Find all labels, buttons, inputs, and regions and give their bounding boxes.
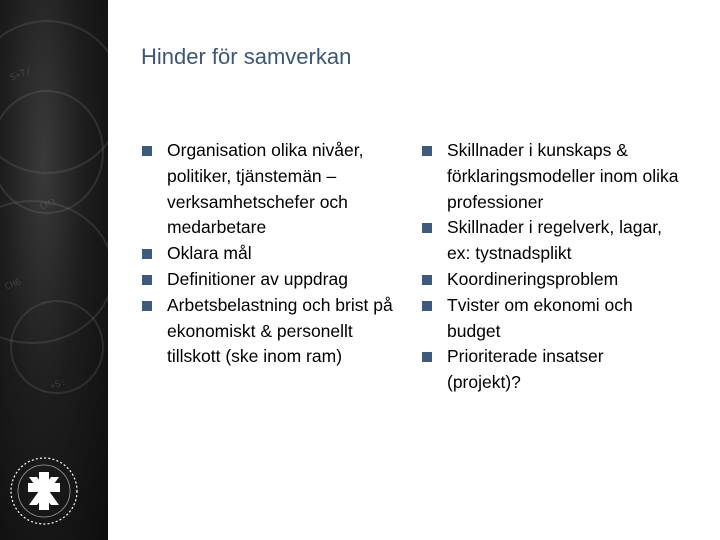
list-item xyxy=(422,293,682,345)
bullet-text: Oklara mål xyxy=(167,243,252,264)
square-bullet-icon xyxy=(422,223,432,233)
bullet-text: Skillnader i regelverk, lagar, ex: tystnadsplikt xyxy=(447,217,662,264)
square-bullet-icon xyxy=(422,146,432,156)
decorative-sidebar: S∗T/ CH3 CH6 +S: xyxy=(0,0,108,540)
bullet-text: Skillnader i kunskaps & förklaringsmodeller inom olika professioner xyxy=(447,140,679,212)
square-bullet-icon xyxy=(422,352,432,362)
square-bullet-icon xyxy=(142,301,152,311)
list-item xyxy=(422,267,682,293)
university-seal-icon xyxy=(8,455,80,527)
right-bullet-list xyxy=(422,138,682,396)
square-bullet-icon xyxy=(142,146,152,156)
bullet-text: Definitioner av uppdrag xyxy=(167,268,348,289)
square-bullet-icon xyxy=(422,275,432,285)
list-item xyxy=(142,241,404,267)
bullet-text: Koordineringsproblem xyxy=(447,268,619,289)
list-item xyxy=(142,293,404,370)
bullet-text: Arbetsbelastning och brist på ekonomiskt & personellt tillskott (ske inom ram) xyxy=(167,294,393,367)
square-bullet-icon xyxy=(142,249,152,259)
square-bullet-icon xyxy=(422,301,432,311)
list-item xyxy=(142,267,404,293)
list-item xyxy=(422,344,682,396)
list-item xyxy=(422,215,682,267)
square-bullet-icon xyxy=(142,275,152,285)
bullet-text: Tvister om ekonomi och budget xyxy=(447,294,633,341)
slide-title: Hinder för samverkan xyxy=(141,44,352,69)
left-bullet-list xyxy=(142,138,404,370)
bullet-text: Prioriterade insatser (projekt)? xyxy=(447,346,604,393)
bullet-text: Organisation olika nivåer, politiker, tjänstemän – verksamhetschefer och medarbetare xyxy=(167,140,364,238)
list-item xyxy=(422,138,682,215)
list-item xyxy=(142,138,404,241)
